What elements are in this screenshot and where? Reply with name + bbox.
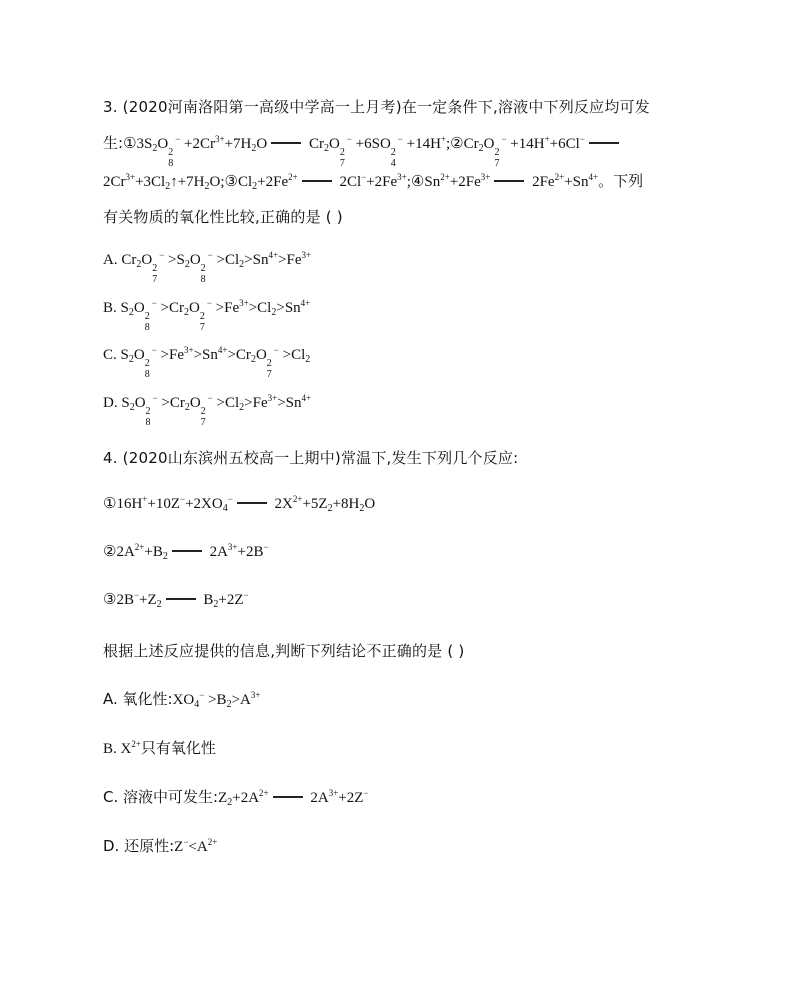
q4-reaction-1: $①16H^++10Z^-+2XO_4^-$ $2X^{2+}+5Z_2+8H_2O$ — [103, 494, 376, 514]
q4-option-d-label: D. 还原性: — [103, 837, 175, 855]
q4-option-c-label: C. 溶液中可发生: — [103, 788, 219, 806]
q3-stem-line-2: 生$:①3S_2O$ 2 8 $^- +2Cr^{3+}+7H_2O$ $Cr_2O$ 2 7 − +6SO 2 4 $^- +14H^+;②Cr_2O$ 2 7 − +14H++6Cl− — [103, 132, 623, 169]
q4-option-a: A. 氧化性$:XO_4^- >B_2>A^{3+}$ — [103, 690, 261, 710]
q4-option-a-label: A. 氧化性: — [103, 690, 173, 708]
q4-option-d: D. 还原性$:Z^-<A^{2+}$ — [103, 837, 218, 855]
q3-option-b: B. $S_2O$ 2 8 $^- >Cr_2O$ 2 7 $^- >Fe^{3+}>Cl_2>Sn^{4+}$ — [103, 298, 311, 333]
q4-question: 根据上述反应提供的信息,判断下列结论不正确的是 ( ) — [103, 642, 465, 660]
q4-reaction-2: $②2A^{2+}+B_2$ $2A^{3+}+2B^-$ — [103, 542, 269, 562]
q3-stem-prefix: 生: — [103, 134, 124, 152]
q3-option-d: D. $S_2O$ 2 8 $^- >Cr_2O$ 2 7 $^- >Cl_2>Fe^{3+}>Sn^{4+}$ — [103, 393, 312, 428]
q4-reaction-3: $③2B^-+Z_2$ $B_2+2Z^-$ — [103, 590, 249, 610]
q4-option-c: C. 溶液中可发生$:Z_2+2A^{2+}$ $2A^{3+}+2Z^-$ — [103, 788, 369, 808]
q3-stem-line-1: 3. (2020河南洛阳第一高级中学高一上月考)在一定条件下,溶液中下列反应均可发 — [103, 98, 650, 116]
q3-stem-line-4: 有关物质的氧化性比较,正确的是 ( ) — [103, 208, 343, 226]
q3-stem-line-3: $2Cr^{3+}+3Cl_2↑+7H_2O;③Cl_2+2Fe^{2+}$ $2Cl^-+2Fe^{3+};④Sn^{2+}+2Fe^{3+}$ $2Fe^{2+}+Sn^{4+}$。下列 — [103, 172, 644, 192]
q4-stem: 4. (2020山东滨州五校高一上期中)常温下,发生下列几个反应: — [103, 449, 519, 467]
q3-option-a: A. $Cr_2O$ 2 7 $^- >S_2O$ 2 8 $^- >Cl_2>Sn^{4+}>Fe^{3+}$ — [103, 250, 312, 285]
q4-option-b: B. $X^{2+}$只有氧化性 — [103, 739, 216, 757]
q4-option-b-text: 只有氧化性 — [140, 739, 216, 757]
q3-option-c: C. $S_2O$ 2 8 $^- >Fe^{3+}>Sn^{4+}>Cr_2O$ 2 7 $^- >Cl_2$ — [103, 345, 311, 380]
